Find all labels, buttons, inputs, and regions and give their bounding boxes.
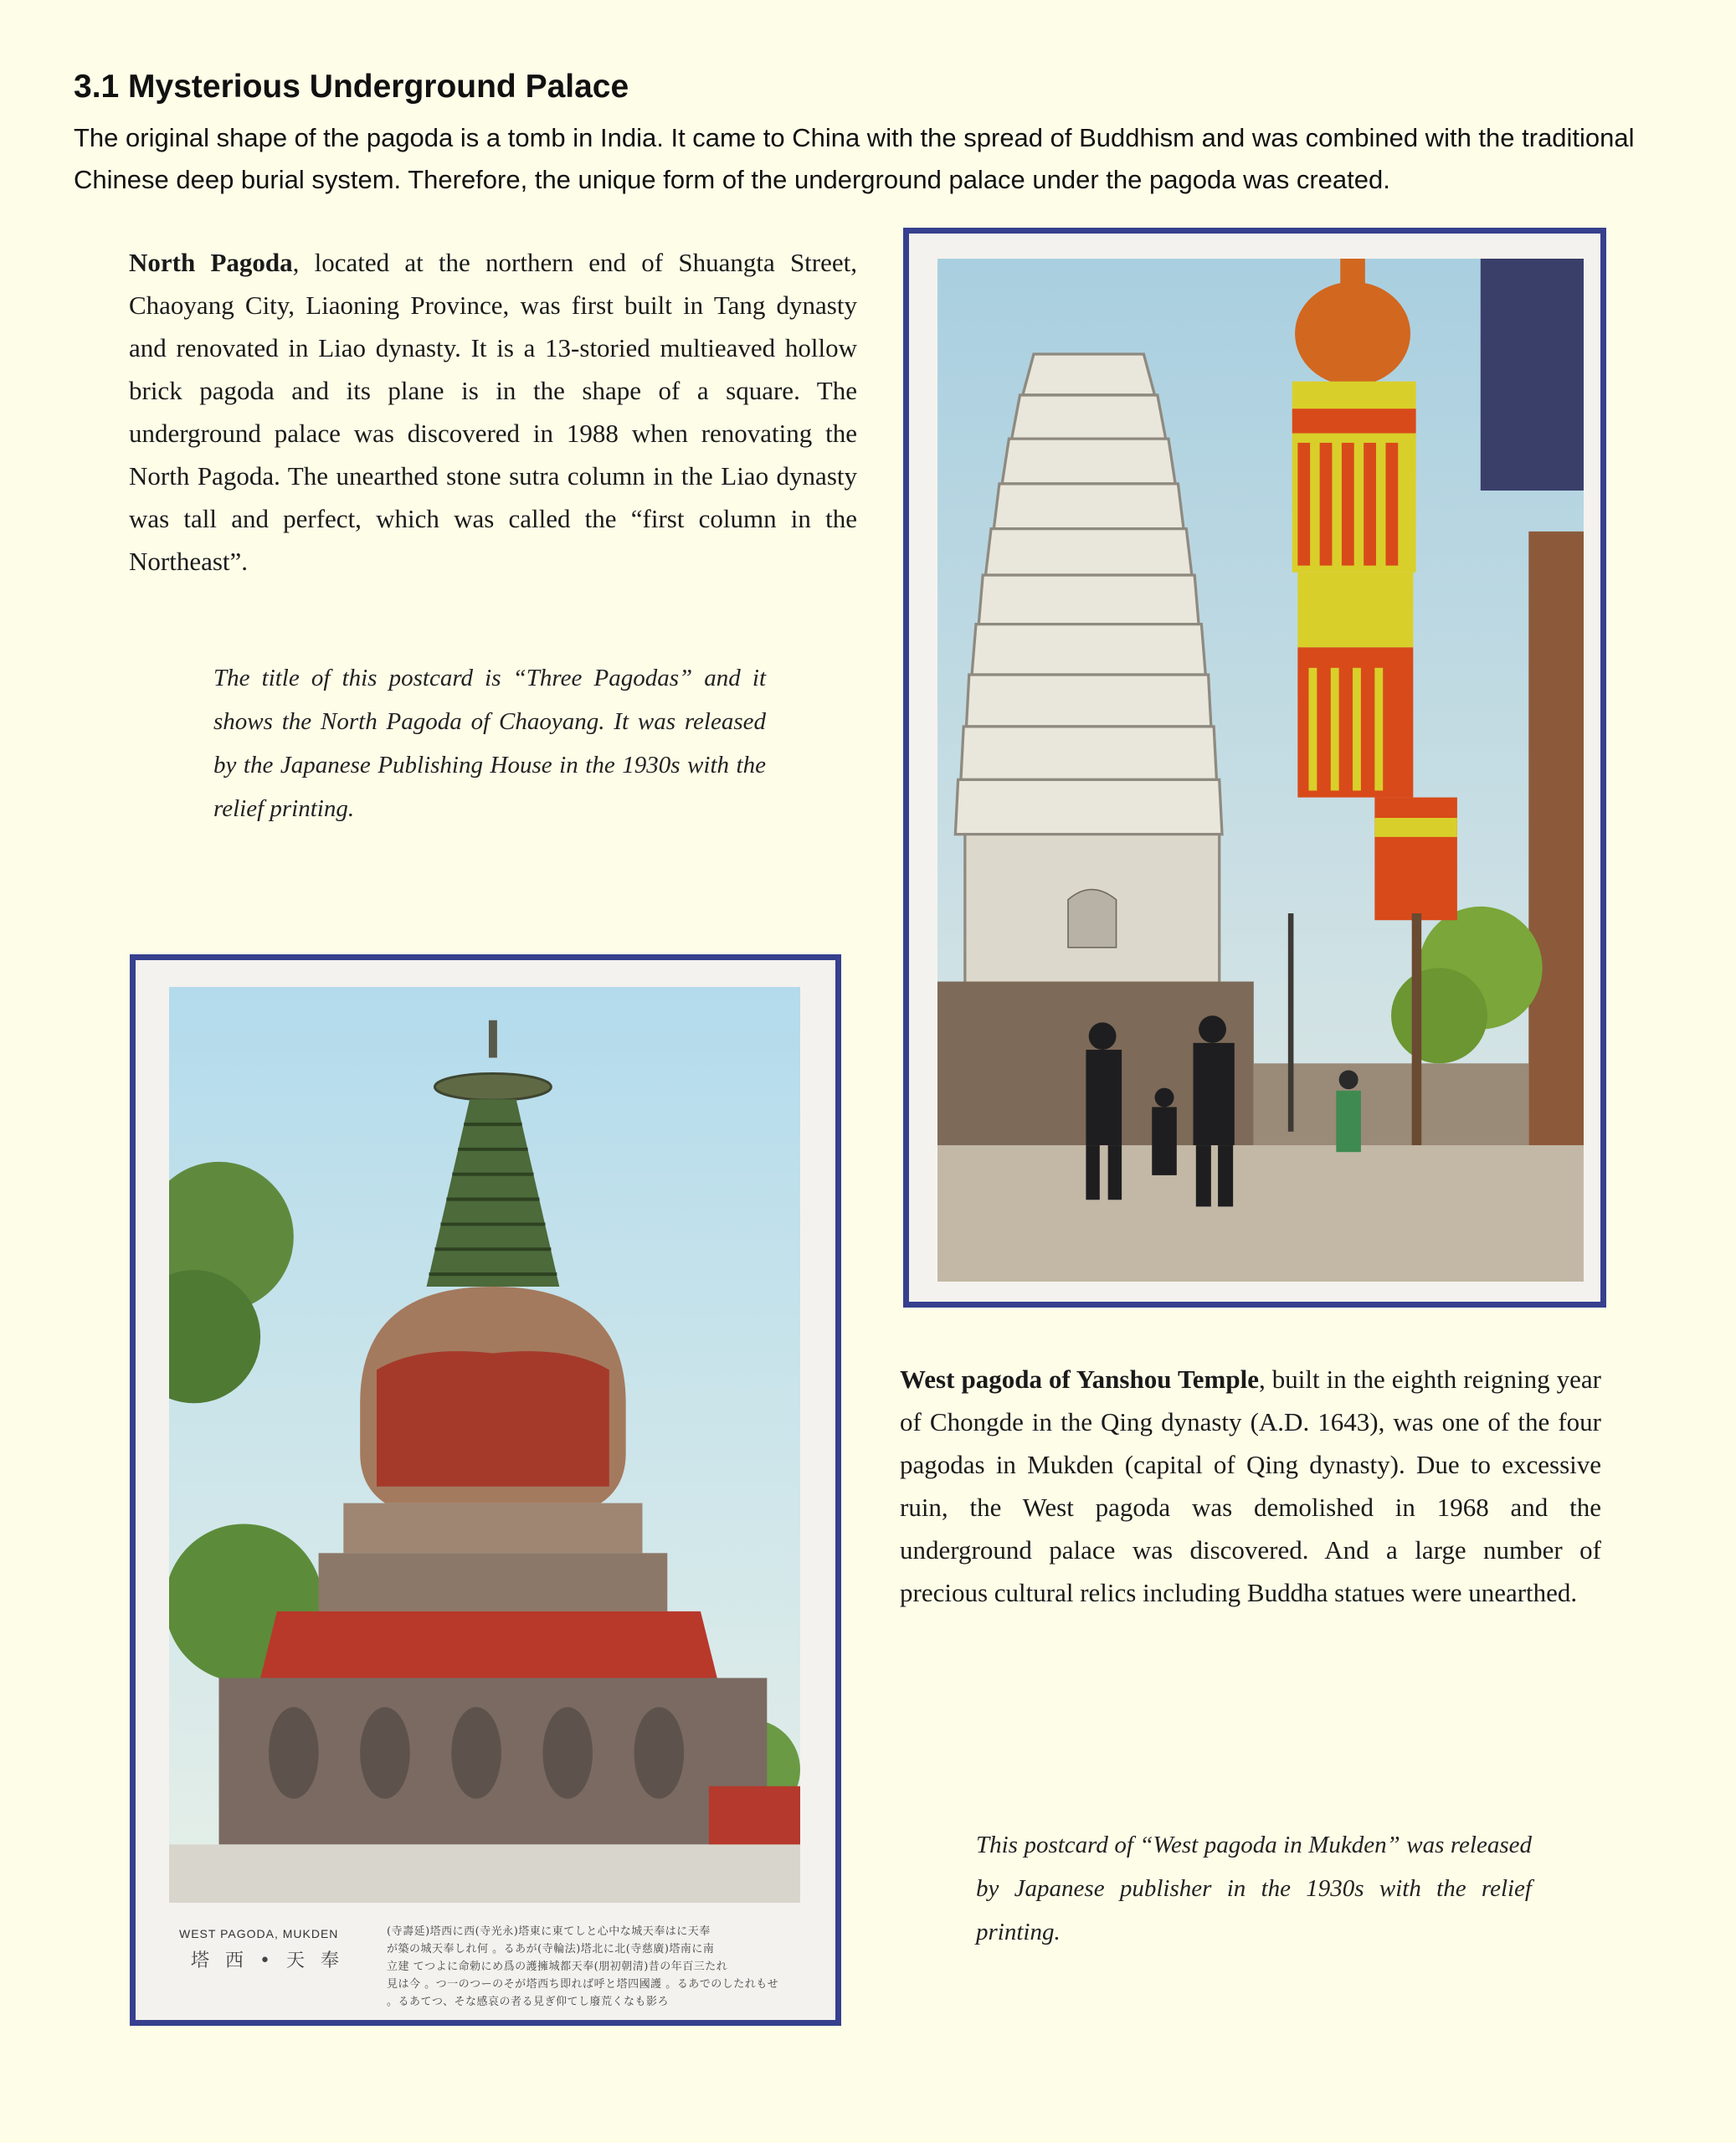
north-pagoda-name: North Pagoda [129,248,293,277]
postcard-note-line: が築の城天奉しれ何 。るあが(寺輪法)塔北に北(寺慈廣)塔南に南 [387,1943,715,1955]
north-pagoda-text: , located at the northern end of Shuangta Street, Chaoyang City, Liaoning Province, was first built in Tang dynasty and renovated in Liao dynasty. It is a 13-storied multieaved hollow brick pagoda and its plane is in the shape of a square. The underground palace was discovered in 1988 when renovating the North Pagoda. The unearthed stone sutra column in the Liao dynasty was tall and perfect, which was called the “first column in the Northeast”. [129,248,858,576]
west-pagoda-name: West pagoda of Yanshou Temple [900,1364,1259,1394]
intro-paragraph: The original shape of the pagoda is a tomb in India. It came to China with the spread of Buddhism and was combined with the traditional Chinese deep burial system. Therefore, the unique form of the underground palace under the pagoda was created. [74,123,1635,194]
west-pagoda-illustration [169,987,800,1903]
section-heading: 3.1 Mysterious Underground Palace [74,69,629,105]
postcard-note-line: 立建 てつよに命勅にめ爲の護擁城都天奉(朋初朝清)昔の年百三たれ [387,1961,728,1973]
north-pagoda-postcard [903,228,1606,1308]
west-pagoda-postcard [130,954,841,2026]
west-pagoda-description [900,1358,1601,1614]
postcard-notes [387,1923,805,2011]
west-pagoda-photo [169,987,800,1903]
postcard-note-line: 見は今 。つ一のつーのそが塔西ち即れば呼と塔四國護 。るあでのしたれもせ [387,1978,779,1991]
north-pagoda-photo [937,259,1584,1282]
postcard-note-line: (寺壽延)塔西に西(寺光永)塔東に東てしと心中な城天奉はに天奉 [387,1925,711,1938]
postcard-title-en: WEST PAGODA, MUKDEN [179,1927,339,1940]
postcard-title-cn: 塔 西 • 天 奉 [191,1950,344,1971]
north-pagoda-illustration [937,259,1584,1282]
north-pagoda-description [129,241,857,583]
west-pagoda-text: , built in the eighth reigning year of Chongde in the Qing dynasty (A.D. 1643), was one of the four pagodas in Mukden (capital of Qing dynasty). Due to excessive ruin, the West pagoda was demolished in 1968 and the underground palace was discovered. And a large number of precious cultural relics including Buddha statues were unearthed. [900,1364,1601,1607]
postcard-note-line: 。るあてつ、そな感哀の者る見ぎ仰てし廢荒くなも影ろ [387,1996,669,2008]
west-postcard-caption: This postcard of “West pagoda in Mukden” was released by Japanese publisher in the 1930s with the relief printing. [976,1832,1532,1945]
north-postcard-caption: The title of this postcard is “Three Pagodas” and it shows the North Pagoda of Chaoyang. It was released by the Japanese Publishing House in the 1930s with the relief printing. [213,665,766,822]
